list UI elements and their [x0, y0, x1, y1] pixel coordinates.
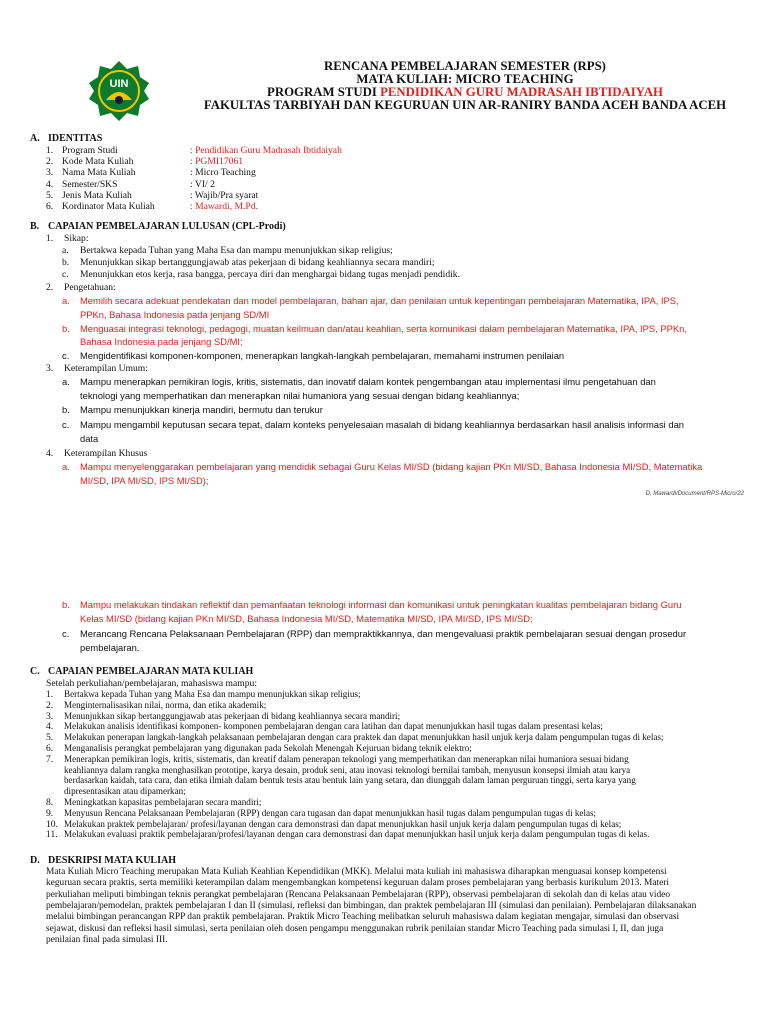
identitas-label: Kordinator Mata Kuliah — [62, 201, 155, 212]
cpmk-item: Melakukan analisis identifikasi komponen- komponen pembelajaran dengan cara latihan dan dapat menunjukkan hasil tugas dalam presentasi kelas; — [64, 721, 603, 732]
cpmk-item: berdasarkan kaidah, tata cara, dan etika ilmiah dalam bentuk tesis atau bentuk lain yang setara, dan diunggah dalam laman perguruan tinggi, serta karya yang — [64, 775, 636, 786]
section-d-heading: D. DESKRIPSI MATA KULIAH — [30, 855, 176, 866]
deskripsi-line: sejawat, diskusi dan refleksi hasil simulasi, serta penilaian oleh dosen pengampu menggunakan rubrik penilaian standar Micro Teaching pada simulasi I, II, dan juga — [46, 923, 664, 934]
cpl-ku-a1: Mampu menerapkan pemikiran logis, kritis, sistematis, dan inovatif dalam kontek pengembangan atau implementasi ilmu pengetahuan dan — [80, 376, 656, 387]
logo-text: UIN — [109, 78, 129, 90]
cpmk-item: Bertakwa kepada Tuhan yang Maha Esa dan mampu menunjukkan sikap religius; — [64, 689, 361, 699]
cpl-pengetahuan-a1: Memilih secara adekuat pendekatan dan model pembelajaran, bahan ajar, dan penilaian untuk kepentingan pembelajaran Matematika, IPA, IPS, — [80, 295, 679, 306]
cpmk-number: 8. — [46, 797, 54, 808]
identitas-value: : Pendidikan Guru Madrasah Ibtidaiyah — [190, 145, 342, 156]
header-program: PROGRAM STUDI PENDIDIKAN GURU MADRASAH IBTIDAIYAH — [267, 85, 663, 99]
cpl-kk-b2: Kelas MI/SD (bidang kajian PKn MI/SD, Bahasa Indonesia MI/SD, Matematika MI/SD, IPA MI/SD, IPS MI/SD; — [80, 613, 533, 624]
identitas-value: : Micro Teaching — [190, 167, 256, 179]
deskripsi-line: pembelajaran/pemodelan, praktek pembelajaran I dan II (simulasi, refleksi dan bimbingan, dan praktek pembelajaran III (simulasi dan penilaian). Pembelajaran dilaksanakan — [46, 900, 697, 911]
cpmk-item: Melakukan evaluasi praktik pembelajaran/profesi/layanan dengan cara demonstrasi dan dapat menunjukkan hasil unjuk kerja dalam pengumpulan tugas di kelas. — [64, 829, 650, 840]
cpl-pengetahuan-c: Mengidentifikasi komponen-komponen, menerapkan langkah-langkah pembelajaran, memahami instrumen penilaian — [80, 350, 565, 361]
cpl-kk-c1: Merancang Rencana Pelaksanaan Pembelajaran (RPP) dan mempraktikkannya, dan mengevaluasi praktik pembelajaran sesuai dengan prosedur — [80, 628, 687, 639]
page-footer-note: D, Mawardi/Document/RPS-Micro/22 — [645, 491, 744, 497]
identitas-label: Nama Mata Kuliah — [62, 167, 136, 179]
header-course: MATA KULIAH: MICRO TEACHING — [356, 72, 574, 86]
deskripsi-line: perkuliahan meliputi bimbingan teknis perangkat pembelajaran (Rencana Pelaksanaan Pembelajaran (RPP), observasi pembelajaran di sekolah dan di kelas atau video — [46, 889, 671, 900]
deskripsi-line: keguruan secara praktis, serta memiliki keterampilan dalam mengembangkan kompetensi keguruan dalam proses pembelajaran yang berbasis kurikulum 2013. Materi — [46, 878, 669, 889]
cpl-pengetahuan-b1: Menguasai integrasi teknologi, pedagogi, muatan keilmuan dan/atau keahlian, serta komunikasi dalam pembelajaran Matematika, IPA, IPS, PPKn, — [80, 323, 687, 334]
cpmk-number: 9. — [46, 807, 54, 819]
cpmk-item: Menerapkan pemikiran logis, kritis, sistematis, dan kreatif dalam penerapan teknologi yang memperhatikan dan menerapkan nilai humaniora sesuai bidang — [64, 753, 629, 764]
cpmk-item: Menyusun Rencana Pelaksanaan Pembelajaran (RPP) dengan cara tugasan dan dapat menunjukkan hasil tugas dalam pengumpulan tugas di kelas; — [64, 807, 597, 818]
cpl-sikap-a: Bertakwa kepada Tuhan yang Maha Esa dan mampu menunjukkan sikap religius; — [80, 245, 393, 256]
cpl-sikap-b: Menunjukkan sikap bertanggungjawab atas pekerjaan di bidang keahliannya secara mandiri; — [80, 257, 435, 268]
cpmk-item: Meningkatkan kapasitas pembelajaran secara mandiri; — [64, 797, 262, 807]
cpmk-number: 3. — [46, 710, 54, 722]
identitas-number: 2. — [46, 156, 54, 168]
cpmk-item: Menunjukkan sikap bertanggungjawab atas pekerjaan di bidang keahliannya secara mandiri; — [64, 710, 401, 721]
cpl-ku-b: Mampu menunjukkan kinerja mandiri, bermutu dan terukur — [80, 404, 323, 415]
deskripsi-line: melalui bimbingan perancangan RPP dan praktik pembelajaran. Praktik Micro Teaching melibatkan seluruh mahasiswa dalam kegiatan mengajar, simulasi dan observasi — [46, 912, 680, 923]
cpmk-number: 1. — [46, 689, 54, 700]
identitas-value: : Mawardi, M.Pd. — [190, 201, 258, 212]
cpmk-item: Menganalisis perangkat pembelajaran yang digunakan pada Sekolah Menengah Kejuruan bidang teknik elektro; — [64, 743, 472, 753]
uin-ar-raniry-logo — [88, 60, 150, 122]
cpl-pengetahuan-a2: PPKn, Bahasa Indonesia pada jenjang SD/MI — [80, 309, 270, 320]
document-header — [160, 60, 768, 112]
cpmk-number: 10. — [46, 818, 58, 830]
cpmk-number: 4. — [46, 721, 54, 733]
section-b-heading: B. CAPAIAN PEMBELAJARAN LULUSAN (CPL-Prodi) — [30, 221, 286, 232]
section-c-heading: C. CAPAIAN PEMBELAJARAN MATA KULIAH — [30, 666, 254, 677]
identitas-label: Semester/SKS — [62, 178, 118, 190]
identitas-number: 6. — [46, 201, 54, 212]
cpl-kk-a2: MI/SD, IPA MI/SD, IPS MI/SD); — [80, 475, 209, 486]
deskripsi-line: penilaian final pada simulasi III. — [46, 934, 168, 945]
cpl-pengetahuan-b2: Bahasa Indonesia pada jenjang SD/MI; — [80, 336, 243, 347]
identitas-value: : VI/ 2 — [190, 178, 215, 190]
cpmk-number: 6. — [46, 743, 54, 754]
identitas-label: Program Studi — [62, 145, 118, 156]
cpl-ku-a2: teknologi yang memperhatikan dan menerapkan nilai humaniora yang sesuai dengan bidang keahliannya; — [80, 390, 520, 401]
identitas-value: : PGMI17061 — [190, 156, 244, 168]
identitas-number: 5. — [46, 189, 54, 201]
cpl-kk-title: Keterampilan Khusus — [64, 448, 148, 459]
cpmk-item: Melakukan penerapan langkah-langkah pelaksanaan pembelajaran dengan cara praktek dan dapat menunjukkan hasil unjuk kerja dalam pengumpulan tugas di kelas; — [64, 732, 664, 743]
header-title: RENCANA PEMBELAJARAN SEMESTER (RPS) — [324, 59, 606, 73]
cpmk-intro: Setelah perkuliahan/pembelajaran, mahasiswa mampu: — [46, 678, 257, 689]
cpmk-number: 7. — [46, 753, 54, 765]
cpmk-number: 11. — [46, 829, 58, 841]
cpmk-number: 2. — [46, 699, 54, 711]
cpl-kk-c2: pembelajaran. — [80, 642, 140, 653]
cpmk-item: keahliannya dalam rangka menghasilkan prototipe, karya desain, produk seni, atau inovasi teknologi bernilai tambah, menyusun konsepsi ilmiah atau karya — [64, 764, 631, 775]
cpl-pengetahuan-title: Pengetahuan: — [64, 282, 116, 293]
cpl-sikap-c: Menunjukkan etos kerja, rasa bangga, percaya diri dan menghargai bidang tugas menjadi pendidik. — [80, 269, 460, 280]
cpmk-item: Menginternalisasikan nilai, norma, dan etika akademik; — [64, 699, 267, 710]
cpl-ku-c1: Mampu mengambil keputusan secara tepat, dalam konteks penyelesaian masalah di bidang keahliannya berdasarkan hasil analisis informasi dan — [80, 419, 685, 430]
cpl-sikap-title: Sikap: — [64, 233, 89, 244]
header-faculty: FAKULTAS TARBIYAH DAN KEGURUAN UIN AR-RANIRY BANDA ACEH BANDA ACEH — [203, 98, 727, 112]
deskripsi-line: Mata Kuliah Micro Teaching merupakan Mata Kuliah Keahlian Kependidikan (MKK). Melalui mata kuliah ini mahasiswa diharapkan menguasai konsep kompetensi — [46, 867, 667, 877]
identitas-number: 4. — [46, 178, 54, 190]
identitas-label: Kode Mata Kuliah — [62, 156, 134, 168]
cpl-ku-c2: data — [80, 433, 99, 444]
identitas-number: 1. — [46, 145, 54, 156]
identitas-number: 3. — [46, 167, 54, 179]
cpmk-item: Melakukan praktek pembelajaran/ profesi/layanan dengan cara demonstrasi dan dapat menunjukkan hasil unjuk kerja dalam pengumpulan tugas di kelas; — [64, 818, 622, 829]
cpl-kk-a1: Mampu menyelenggarakan pembelajaran yang mendidik sebagai Guru Kelas MI/SD (bidang kajian PKn MI/SD, Bahasa Indonesia MI/SD, Matematika — [80, 461, 703, 472]
cpmk-number: 5. — [46, 732, 54, 744]
section-a-heading: A. IDENTITAS — [30, 133, 103, 144]
cpmk-item: dipresentasikan atau dipamerkan; — [64, 786, 186, 797]
cpl-ku-title: Keterampilan Umum: — [64, 363, 148, 374]
identitas-label: Jenis Mata Kuliah — [62, 189, 132, 201]
identitas-value: : Wajib/Pra syarat — [190, 189, 259, 201]
cpl-kk-b1: Mampu melakukan tindakan reflektif dan pemanfaatan teknologi informasi dan komunikasi untuk peningkatan kualitas pembelajaran bidang Guru — [80, 599, 682, 610]
